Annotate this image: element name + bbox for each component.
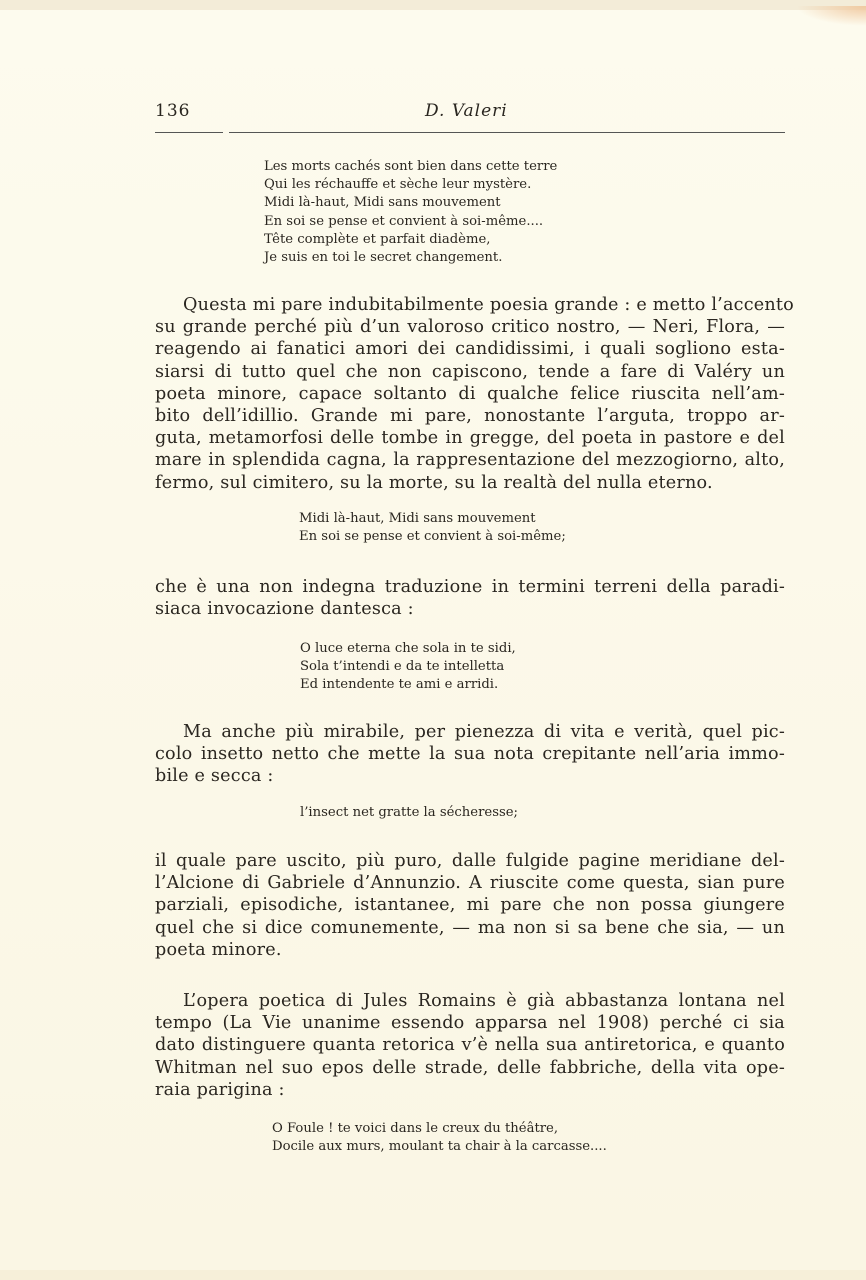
- verse-line: O luce eterna che sola in te sidi,: [300, 641, 516, 656]
- text-line: dato distinguere quanta retorica v’è nella sua antiretorica, e quanto: [155, 1035, 785, 1056]
- header-rule-left: [155, 132, 223, 133]
- text-line: colo insetto netto che mette la sua nota crepitante nell’aria immo-: [155, 744, 785, 765]
- running-head: D. Valeri: [425, 101, 508, 121]
- text-line: che è una non indegna traduzione in termini terreni della paradi-: [155, 577, 785, 597]
- verse-line: En soi se pense et convient à soi-même....: [264, 213, 544, 229]
- text-line: tempo (La Vie unanime essendo apparsa nel 1908) perché ci sia: [155, 1013, 785, 1034]
- verse-line: Sola t’intendi e da te intelletta: [300, 659, 505, 675]
- text-line: Questa mi pare indubitabilmente poesia grande : e metto l’accento: [183, 295, 794, 315]
- paragraph-valery: [155, 294, 794, 494]
- page-number: 136: [155, 101, 191, 121]
- verse-line: O Foule ! te voici dans le creux du théâtre,: [272, 1121, 559, 1136]
- verse-line: Les morts cachés sont bien dans cette terre: [264, 159, 558, 174]
- verse-quote-valery: [264, 158, 557, 267]
- header-rule-right: [229, 132, 785, 133]
- text-line: Whitman nel suo epos delle strade, delle fabbriche, della vita ope-: [155, 1057, 785, 1078]
- verse-quote-dante: [300, 640, 516, 695]
- page-stain: [796, 6, 866, 26]
- text-line: poeta minore.: [155, 939, 282, 960]
- paragraph-dante-intro: [155, 576, 785, 620]
- text-line: guta, metamorfosi delle tombe in gregge, del poeta in pastore e del: [155, 428, 785, 449]
- text-line: fermo, sul cimitero, su la morte, su la realtà del nulla eterno.: [155, 472, 713, 493]
- text-line: siaca invocazione dantesca :: [155, 599, 414, 620]
- text-line: Ma anche più mirabile, per pienezza di vita e verità, quel pic-: [183, 722, 785, 742]
- verse-quote-midi: [299, 510, 566, 546]
- paragraph-alcione: [155, 850, 785, 961]
- verse-line: Je suis en toi le secret changement.: [264, 250, 503, 266]
- text-line: siarsi di tutto quel che non capiscono, tende a fare di Valéry un: [155, 361, 785, 382]
- verse-line: Tête complète et parfait diadème,: [264, 231, 491, 247]
- text-line: mare in splendida cagna, la rappresentazione del mezzogiorno, alto,: [155, 450, 785, 471]
- verse-line: Midi là-haut, Midi sans mouvement: [264, 195, 501, 211]
- text-line: L’opera poetica di Jules Romains è già abbastanza lontana nel: [183, 991, 785, 1011]
- verse-quote-romains: [272, 1120, 607, 1156]
- text-line: raia parigina :: [155, 1079, 285, 1100]
- verse-line: l’insect net gratte la sécheresse;: [300, 805, 518, 820]
- verse-line: Midi là-haut, Midi sans mouvement: [299, 511, 536, 526]
- text-line: reagendo ai fanatici amori dei candidissimi, i quali sogliono esta-: [155, 339, 785, 360]
- text-line: quel che si dice comunemente, — ma non si sa bene che sia, — un: [155, 917, 785, 938]
- page-header: [155, 101, 785, 125]
- text-line: bito dell’idillio. Grande mi pare, nonostante l’arguta, troppo ar-: [155, 406, 785, 427]
- text-line: il quale pare uscito, più puro, dalle fulgide pagine meridiane del-: [155, 851, 785, 871]
- text-line: l’Alcione di Gabriele d’Annunzio. A riuscite come questa, sian pure: [155, 873, 785, 894]
- text-line: bile e secca :: [155, 766, 274, 787]
- verse-line: Qui les réchauffe et sèche leur mystère.: [264, 177, 532, 193]
- text-line: su grande perché più d’un valoroso critico nostro, — Neri, Flora, —: [155, 317, 785, 338]
- paragraph-insect: [155, 721, 785, 788]
- verse-quote-insect: [300, 804, 518, 822]
- verse-line: Ed intendente te ami e arridi.: [300, 677, 499, 693]
- verse-line: En soi se pense et convient à soi-même;: [299, 529, 566, 545]
- text-line: poeta minore, capace soltanto di qualche felice riuscita nell’am-: [155, 383, 785, 404]
- text-line: parziali, episodiche, istantanee, mi pare che non possa giungere: [155, 895, 785, 916]
- paragraph-romains: [155, 990, 785, 1101]
- verse-line: Docile aux murs, moulant ta chair à la carcasse....: [272, 1139, 607, 1155]
